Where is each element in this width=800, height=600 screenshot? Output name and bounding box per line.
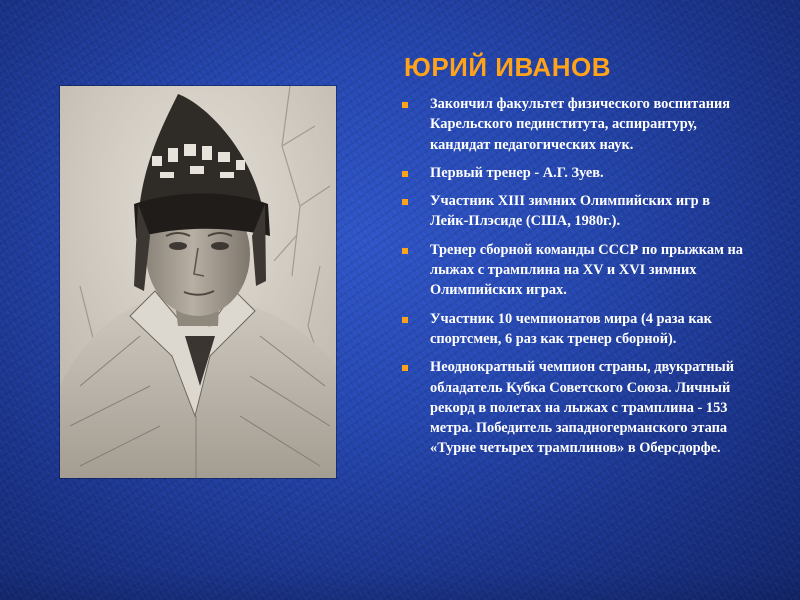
bullet-text: Неоднократный чемпион страны, двукратный обладатель Кубка Советского Союза. Личный рекорд в полетах на лыжах с трамплина - 153 метра. Победитель западногерманского этапа «Турне четырех трамплинов» в Оберсдорфе. (430, 359, 735, 457)
bullet-item (400, 357, 750, 458)
square-bullet-icon (402, 317, 408, 323)
portrait-photo-drawing (60, 86, 336, 478)
square-bullet-icon (402, 171, 408, 177)
bullet-list (400, 94, 750, 467)
slide-bottom-shade (0, 570, 800, 600)
bullet-text: Первый тренер - А.Г. Зуев. (430, 164, 604, 181)
bullet-item (400, 163, 750, 183)
bullet-item (400, 191, 750, 232)
bullet-item (400, 94, 750, 155)
square-bullet-icon (402, 102, 408, 108)
bullet-text: Участник XIII зимних Олимпийских игр в Лейк-Плэсиде (США, 1980г.). (430, 193, 711, 230)
portrait-photo (60, 86, 336, 478)
square-bullet-icon (402, 365, 408, 371)
bullet-text: Тренер сборной команды СССР по прыжкам на лыжах с трамплина на XV и XVI зимних Олимпийских играх. (430, 241, 743, 299)
slide-title: ЮРИЙ ИВАНОВ (404, 52, 611, 82)
bullet-item (400, 309, 750, 350)
bullet-text: Закончил факультет физического воспитания Карельского пединститута, аспирантуру, кандидат педагогических наук. (430, 96, 731, 153)
bullet-item (400, 240, 750, 301)
square-bullet-icon (402, 199, 408, 205)
square-bullet-icon (402, 248, 408, 254)
bullet-text: Участник 10 чемпионатов мира (4 раза как спортсмен, 6 раз как тренер сборной). (430, 310, 712, 347)
